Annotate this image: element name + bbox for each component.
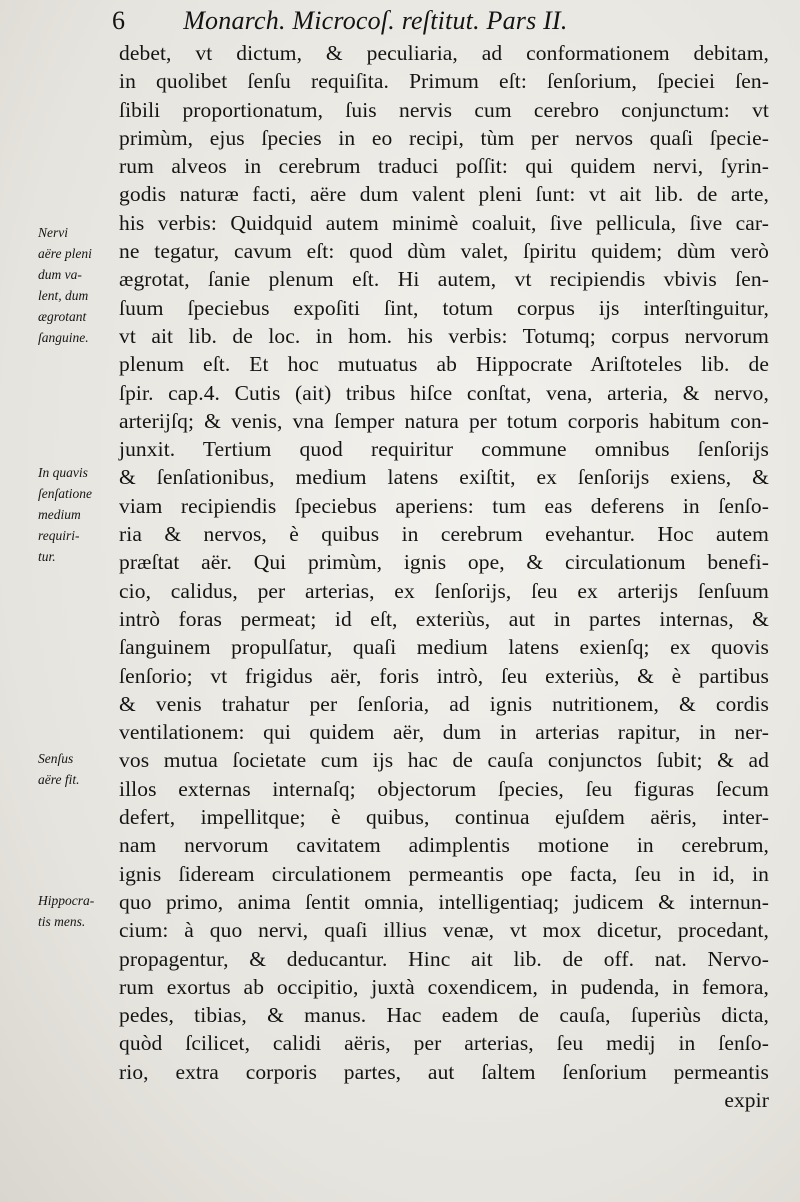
text-line: ventilationem: qui quidem aër, dum in arterias rapitur, in ner- xyxy=(119,720,769,745)
text-line: rum alveos in cerebrum traduci poſſit: qui quidem nervi, ſyrin- xyxy=(119,154,769,179)
text-line: præſtat aër. Qui primùm, ignis ope, & circulationum benefi- xyxy=(119,550,769,575)
marginal-note-hippocratis xyxy=(38,890,118,932)
margin-line: Senſus xyxy=(38,751,74,766)
text-line: vos mutua ſocietate cum ijs hac de cauſa conjunctos ſubit; & ad xyxy=(119,748,769,773)
text-line: cio, calidus, per arterias, ex ſenſorijs, ſeu ex arterijs ſenſuum xyxy=(119,578,769,603)
text-line: rum exortus ab occipitio, juxtà coxendicem, in pudenda, in femora, xyxy=(119,974,769,999)
text-line: ria & nervos, è quibus in cerebrum evehantur. Hoc autem xyxy=(119,522,769,547)
margin-line: tur. xyxy=(38,549,56,564)
text-line: ſpir. cap.4. Cutis (ait) tribus hiſce conſtat, vena, arteria, & nervo, xyxy=(119,380,769,405)
text-line: junxit. Tertium quod requiritur commune omnibus ſenſorijs xyxy=(119,437,769,462)
text-line: ignis ſideream circulationem permeantis ope facta, ſeu in id, in xyxy=(119,861,769,886)
text-line: ſibili proportionatum, ſuis nervis cum cerebro conjunctum: vt xyxy=(119,97,769,122)
text-line: ægrotat, ſanie plenum eſt. Hi autem, vt recipiendis vbivis ſen- xyxy=(119,267,769,292)
margin-line: dum va- xyxy=(38,267,82,282)
text-line: his verbis: Quidquid autem minimè coaluit, ſive pellicula, ſive car- xyxy=(119,210,769,235)
text-line: rio, extra corporis partes, aut ſaltem ſenſorium permeantis xyxy=(119,1059,769,1084)
margin-line: lent, dum xyxy=(38,288,89,303)
text-line: vt ait lib. de loc. in hom. his verbis: Totumq; corpus nervorum xyxy=(119,323,769,348)
margin-line: requiri- xyxy=(38,528,80,543)
text-line: arterijſq; & venis, vna ſemper natura per totum corporis habitum con- xyxy=(119,408,769,433)
text-line: propagentur, & deducantur. Hinc ait lib. de off. nat. Nervo- xyxy=(119,946,769,971)
text-line: godis naturæ facti, aëre dum valent pleni ſunt: vt ait lib. de arte, xyxy=(119,182,769,207)
catchword: expir xyxy=(724,1087,769,1112)
text-line: viam recipiendis ſpeciebus aperiens: tum eas deferens in ſenſo- xyxy=(119,493,769,518)
text-line: cium: à quo nervi, quaſi illius venæ, vt mox dicetur, procedant, xyxy=(119,918,769,943)
margin-line: ſanguine. xyxy=(38,330,89,345)
text-line: & ſenſationibus, medium latens exiſtit, ex ſenſorijs exiens, & xyxy=(119,465,769,490)
text-line: ſuum ſpeciebus expoſiti ſint, totum corpus ijs interſtinguitur, xyxy=(119,295,769,320)
running-header xyxy=(112,6,650,36)
page-number: 6 xyxy=(112,6,126,35)
running-title: Monarch. Microcoſ. reſtitut. Pars II. xyxy=(183,6,568,35)
margin-line: aëre fit. xyxy=(38,772,80,787)
text-line: plenum eſt. Et hoc mutuatus ab Hippocrate Ariſtoteles lib. de xyxy=(119,352,769,377)
margin-line: ſenſatione xyxy=(38,486,92,501)
margin-line: medium xyxy=(38,507,81,522)
text-line: ſenſorio; vt frigidus aër, foris intrò, ſeu exteriùs, & è partibus xyxy=(119,663,769,688)
margin-line: tis mens. xyxy=(38,914,86,929)
text-line: ſanguinem propulſatur, quaſi medium latens exienſq; ex quovis xyxy=(119,635,769,660)
text-line: & venis trahatur per ſenſoria, ad ignis nutritionem, & cordis xyxy=(119,691,769,716)
text-line: quòd ſcilicet, calidi aëris, per arterias, ſeu medij in ſenſo- xyxy=(119,1031,769,1056)
text-line: nam nervorum cavitatem adimplentis motione in cerebrum, xyxy=(119,833,769,858)
text-line: pedes, tibias, & manus. Hac eadem de cauſa, ſuperiùs dicta, xyxy=(119,1003,769,1028)
text-line: debet, vt dictum, & peculiaria, ad conformationem debitam, xyxy=(119,41,769,65)
text-line: intrò foras permeat; id eſt, exteriùs, aut in partes internas, & xyxy=(119,606,769,631)
text-line: primùm, ejus ſpecies in eo recipi, tùm per nervos quaſi ſpecie- xyxy=(119,125,769,150)
margin-line: Nervi xyxy=(38,225,68,240)
text-line: in quolibet ſenſu requiſita. Primum eſt: ſenſorium, ſpeciei ſen- xyxy=(119,69,769,94)
margin-line: aëre pleni xyxy=(38,246,92,261)
margin-line: ægrotant xyxy=(38,309,87,324)
marginal-note-sensus xyxy=(38,748,118,790)
margin-line: Hippocra- xyxy=(38,893,95,908)
text-line: quo primo, anima ſentit omnia, intelligentiaq; judicem & internun- xyxy=(119,889,769,914)
main-text-block xyxy=(119,39,769,1114)
text-line: defert, impellitque; è quibus, continua ejuſdem aëris, inter- xyxy=(119,805,769,830)
marginal-note-medium xyxy=(38,462,118,567)
text-line: ne tegatur, cavum eſt: quod dùm valet, ſpiritu quidem; dùm verò xyxy=(119,239,769,264)
margin-line: In quavis xyxy=(38,465,88,480)
marginal-note-nervi xyxy=(38,222,118,348)
text-line: illos externas internaſq; objectorum ſpecies, ſeu figuras ſecum xyxy=(119,776,769,801)
